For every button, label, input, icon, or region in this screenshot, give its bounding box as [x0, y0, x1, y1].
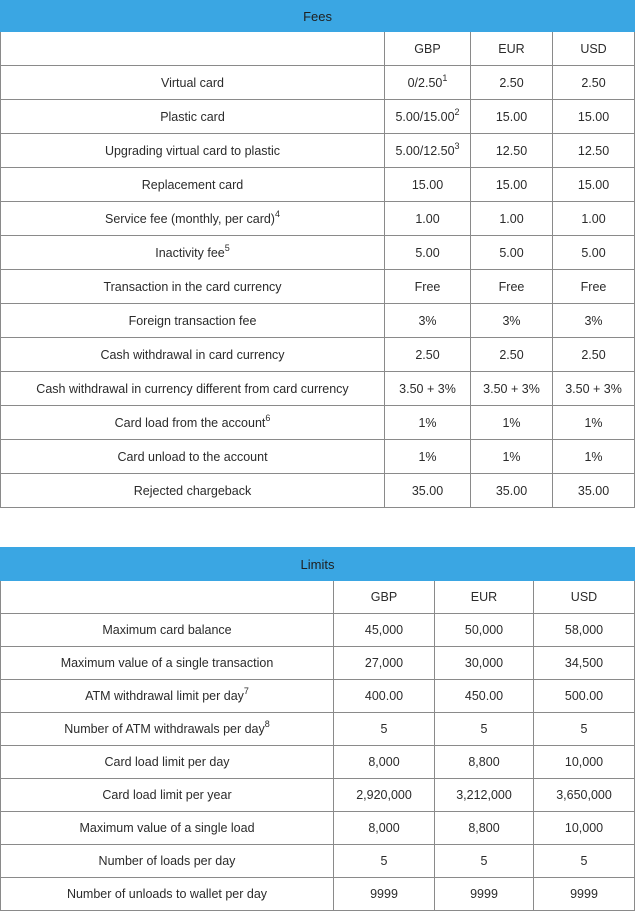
limits-cell-gbp: [334, 680, 435, 713]
fees-cell-eur-text: 12.50: [495, 143, 528, 158]
limits-cell-gbp-text: 9999: [370, 887, 398, 901]
limits-row: [1, 845, 635, 878]
fees-cell-gbp: [385, 202, 471, 236]
fees-header-label-cell: [1, 32, 385, 66]
limits-cell-eur: [435, 746, 534, 779]
fees-row-label: [1, 474, 385, 508]
fees-row-label-text: Replacement card: [141, 177, 244, 192]
fees-cell-usd: [553, 304, 635, 338]
fees-cell-gbp: [385, 270, 471, 304]
fees-row-label-text: Card unload to the account: [117, 449, 268, 464]
fees-cell-usd-text: 3.50 + 3%: [565, 381, 622, 396]
fees-row-label: [1, 440, 385, 474]
limits-cell-usd: [534, 878, 635, 911]
fees-row-label: [1, 134, 385, 168]
limits-cell-eur: [435, 812, 534, 845]
limits-header-gbp: GBP: [334, 581, 435, 614]
fees-cell-usd-text: 35.00: [577, 483, 610, 498]
limits-cell-gbp-text: 5: [380, 854, 388, 868]
fees-row: [1, 134, 635, 168]
limits-row: [1, 680, 635, 713]
fees-row: [1, 100, 635, 134]
limits-cell-usd-text: 10,000: [564, 755, 604, 769]
fees-row: [1, 66, 635, 100]
limits-row-label-text: Number of unloads to wallet per day: [66, 887, 268, 901]
limits-cell-eur-text: 9999: [470, 887, 498, 901]
limits-row-label-text: Card load limit per year: [102, 788, 232, 802]
fees-cell-eur: [471, 270, 553, 304]
limits-cell-gbp: [334, 647, 435, 680]
fees-cell-gbp: [385, 134, 471, 168]
fees-row-label: [1, 406, 385, 440]
limits-cell-eur: [435, 680, 534, 713]
fees-cell-usd: [553, 474, 635, 508]
fees-row-label-footnote: 6: [265, 412, 271, 423]
limits-row: [1, 812, 635, 845]
fees-cell-eur: [471, 304, 553, 338]
fees-cell-eur-text: Free: [498, 279, 525, 294]
limits-cell-gbp: [334, 746, 435, 779]
limits-cell-usd: [534, 845, 635, 878]
fees-cell-gbp: [385, 406, 471, 440]
fees-row-label: [1, 372, 385, 406]
fees-cell-usd-text: 1%: [584, 449, 603, 464]
fees-row-label-text: Rejected chargeback: [133, 483, 252, 498]
fees-row-label-text: Card load from the account: [114, 415, 266, 430]
limits-cell-usd-text: 5: [580, 854, 588, 868]
fees-row-label: [1, 168, 385, 202]
fees-cell-eur: [471, 168, 553, 202]
fees-header-row: [1, 32, 635, 66]
fees-cell-gbp: [385, 474, 471, 508]
limits-row: [1, 713, 635, 746]
fees-cell-eur-text: 1%: [502, 415, 521, 430]
limits-cell-eur-text: 3,212,000: [456, 788, 512, 802]
limits-row-label: [1, 614, 334, 647]
fees-cell-usd: [553, 270, 635, 304]
fees-cell-gbp: [385, 338, 471, 372]
limits-row-label-text: ATM withdrawal limit per day: [85, 689, 244, 703]
fees-row-label-text: Virtual card: [161, 75, 224, 90]
fees-cell-usd-text: 1.00: [581, 211, 606, 226]
fees-row: [1, 406, 635, 440]
limits-row-label: [1, 680, 334, 713]
fees-row: [1, 168, 635, 202]
fees-cell-usd: [553, 202, 635, 236]
fees-row: [1, 372, 635, 406]
fees-cell-gbp: [385, 236, 471, 270]
fees-cell-gbp-footnote: 1: [442, 72, 448, 83]
fees-cell-gbp-text: 1%: [418, 449, 437, 464]
fees-cell-usd-text: 2.50: [581, 75, 606, 90]
limits-cell-eur: [435, 614, 534, 647]
fees-cell-gbp-text: 5.00/15.00: [395, 109, 455, 124]
limits-cell-usd-text: 34,500: [564, 656, 604, 670]
fees-cell-usd: [553, 406, 635, 440]
limits-row-label: [1, 713, 334, 746]
fees-title: Fees: [1, 1, 635, 32]
fees-cell-eur-text: 1%: [502, 449, 521, 464]
limits-row-label: [1, 845, 334, 878]
fees-cell-eur: [471, 406, 553, 440]
fees-row-label-text: Inactivity fee: [155, 245, 225, 260]
fees-cell-usd: [553, 338, 635, 372]
limits-row-label-text: Card load limit per day: [104, 755, 230, 769]
fees-row: [1, 440, 635, 474]
fees-row-label-footnote: 4: [274, 208, 280, 219]
fees-cell-eur-text: 1.00: [499, 211, 524, 226]
limits-cell-gbp-text: 400.00: [364, 689, 404, 703]
fees-cell-gbp: [385, 440, 471, 474]
limits-row: [1, 878, 635, 911]
fees-row-label: [1, 100, 385, 134]
limits-title: Limits: [1, 548, 635, 581]
fees-cell-gbp: [385, 100, 471, 134]
limits-row: [1, 746, 635, 779]
limits-row-label-footnote: 8: [264, 719, 270, 729]
fees-cell-gbp-footnote: 2: [454, 106, 460, 117]
limits-cell-usd: [534, 614, 635, 647]
fees-cell-usd: [553, 236, 635, 270]
fees-cell-eur: [471, 236, 553, 270]
fees-cell-eur-text: 2.50: [499, 347, 524, 362]
fees-row-label-text: Cash withdrawal in currency different from card currency: [36, 381, 349, 396]
fees-row-label-text: Plastic card: [160, 109, 225, 124]
fees-row-label-text: Foreign transaction fee: [128, 313, 257, 328]
limits-cell-gbp-text: 2,920,000: [356, 788, 412, 802]
fees-cell-eur: [471, 338, 553, 372]
limits-cell-eur-text: 30,000: [464, 656, 504, 670]
limits-cell-usd-text: 500.00: [564, 689, 604, 703]
fees-row-label-text: Transaction in the card currency: [103, 279, 282, 294]
limits-cell-gbp-text: 5: [380, 722, 388, 736]
fees-row-label-footnote: 5: [224, 242, 230, 253]
fees-cell-gbp-text: 15.00: [411, 177, 444, 192]
limits-row-label-footnote: 7: [243, 686, 249, 696]
limits-row: [1, 647, 635, 680]
limits-row-label: [1, 647, 334, 680]
fees-cell-usd-text: 15.00: [577, 177, 610, 192]
limits-cell-eur: [435, 878, 534, 911]
fees-row-label: [1, 270, 385, 304]
limits-row-label-text: Maximum card balance: [102, 623, 232, 637]
limits-row-label-text: Number of ATM withdrawals per day: [64, 722, 265, 736]
fees-cell-gbp: [385, 372, 471, 406]
limits-cell-gbp-text: 27,000: [364, 656, 404, 670]
fees-cell-usd-text: 5.00: [581, 245, 606, 260]
fees-cell-eur: [471, 474, 553, 508]
fees-row-label-text: Cash withdrawal in card currency: [100, 347, 285, 362]
fees-cell-usd-text: 3%: [584, 313, 603, 328]
limits-cell-gbp: [334, 845, 435, 878]
limits-cell-gbp: [334, 878, 435, 911]
fees-cell-gbp: [385, 168, 471, 202]
limits-cell-eur: [435, 845, 534, 878]
fees-cell-usd-text: 15.00: [577, 109, 610, 124]
fees-cell-usd-text: 1%: [584, 415, 603, 430]
fees-cell-gbp-text: 3%: [418, 313, 437, 328]
fees-cell-usd-text: Free: [580, 279, 607, 294]
limits-row: [1, 614, 635, 647]
limits-cell-usd-text: 3,650,000: [556, 788, 612, 802]
fees-row-label: [1, 236, 385, 270]
limits-cell-usd-text: 10,000: [564, 821, 604, 835]
fees-row-label: [1, 202, 385, 236]
fees-row: [1, 270, 635, 304]
limits-cell-gbp-text: 45,000: [364, 623, 404, 637]
limits-cell-usd: [534, 713, 635, 746]
fees-cell-usd: [553, 66, 635, 100]
fees-cell-gbp-footnote: 3: [454, 140, 460, 151]
fees-cell-eur-text: 35.00: [495, 483, 528, 498]
fees-row: [1, 236, 635, 270]
fees-cell-gbp-text: 5.00: [415, 245, 440, 260]
limits-cell-eur-text: 450.00: [464, 689, 504, 703]
fees-cell-gbp: [385, 66, 471, 100]
fees-row: [1, 304, 635, 338]
limits-cell-eur-text: 5: [480, 722, 488, 736]
fees-cell-gbp-text: Free: [414, 279, 441, 294]
limits-cell-gbp-text: 8,000: [368, 755, 400, 769]
limits-cell-eur-text: 8,800: [468, 755, 500, 769]
limits-row-label-text: Number of loads per day: [98, 854, 236, 868]
limits-cell-usd-text: 58,000: [564, 623, 604, 637]
fees-row-label: [1, 66, 385, 100]
fees-cell-gbp-text: 3.50 + 3%: [399, 381, 456, 396]
limits-cell-gbp: [334, 812, 435, 845]
fees-cell-usd: [553, 440, 635, 474]
fees-cell-eur: [471, 372, 553, 406]
limits-row: [1, 779, 635, 812]
limits-cell-usd: [534, 779, 635, 812]
limits-cell-eur: [435, 713, 534, 746]
fees-header-usd: USD: [553, 32, 635, 66]
fees-cell-gbp-text: 5.00/12.50: [395, 143, 455, 158]
fees-cell-eur-text: 15.00: [495, 177, 528, 192]
limits-table: [0, 547, 635, 911]
fees-row-label-text: Upgrading virtual card to plastic: [104, 143, 281, 158]
limits-cell-eur-text: 50,000: [464, 623, 504, 637]
fees-cell-eur: [471, 440, 553, 474]
limits-cell-eur: [435, 779, 534, 812]
limits-header-eur: EUR: [435, 581, 534, 614]
fees-cell-usd-text: 2.50: [581, 347, 606, 362]
limits-cell-eur: [435, 647, 534, 680]
fees-cell-eur-text: 3%: [502, 313, 521, 328]
fees-row-label-text: Service fee (monthly, per card): [105, 211, 275, 226]
limits-cell-gbp: [334, 779, 435, 812]
fees-cell-usd: [553, 134, 635, 168]
limits-row-label-text: Maximum value of a single load: [79, 821, 255, 835]
fees-cell-gbp-text: 2.50: [415, 347, 440, 362]
fees-cell-eur: [471, 100, 553, 134]
fees-cell-gbp-text: 0/2.50: [407, 75, 443, 90]
fees-cell-gbp: [385, 304, 471, 338]
fees-row: [1, 338, 635, 372]
limits-row-label-text: Maximum value of a single transaction: [60, 656, 274, 670]
fees-cell-eur: [471, 66, 553, 100]
fees-cell-usd: [553, 168, 635, 202]
limits-cell-eur-text: 5: [480, 854, 488, 868]
limits-row-label: [1, 779, 334, 812]
fees-cell-eur-text: 5.00: [499, 245, 524, 260]
fees-cell-eur-text: 3.50 + 3%: [483, 381, 540, 396]
fees-row-label: [1, 304, 385, 338]
limits-cell-eur-text: 8,800: [468, 821, 500, 835]
limits-row-label: [1, 878, 334, 911]
limits-cell-gbp: [334, 614, 435, 647]
fees-cell-eur-text: 15.00: [495, 109, 528, 124]
fees-cell-usd-text: 12.50: [577, 143, 610, 158]
limits-cell-usd: [534, 647, 635, 680]
limits-header-label-cell: [1, 581, 334, 614]
limits-cell-usd: [534, 680, 635, 713]
fees-cell-usd: [553, 100, 635, 134]
fees-header-eur: EUR: [471, 32, 553, 66]
limits-row-label: [1, 746, 334, 779]
fees-row: [1, 474, 635, 508]
fees-cell-gbp-text: 1.00: [415, 211, 440, 226]
limits-header-usd: USD: [534, 581, 635, 614]
limits-cell-usd: [534, 746, 635, 779]
limits-row-label: [1, 812, 334, 845]
limits-cell-usd: [534, 812, 635, 845]
limits-header-row: [1, 581, 635, 614]
fees-cell-gbp-text: 35.00: [411, 483, 444, 498]
fees-row: [1, 202, 635, 236]
fees-cell-usd: [553, 372, 635, 406]
fees-header-gbp: GBP: [385, 32, 471, 66]
fees-cell-eur: [471, 202, 553, 236]
fees-cell-eur: [471, 134, 553, 168]
fees-cell-eur-text: 2.50: [499, 75, 524, 90]
limits-cell-usd-text: 5: [580, 722, 588, 736]
limits-cell-usd-text: 9999: [570, 887, 598, 901]
fees-cell-gbp-text: 1%: [418, 415, 437, 430]
limits-cell-gbp-text: 8,000: [368, 821, 400, 835]
limits-cell-gbp: [334, 713, 435, 746]
fees-row-label: [1, 338, 385, 372]
